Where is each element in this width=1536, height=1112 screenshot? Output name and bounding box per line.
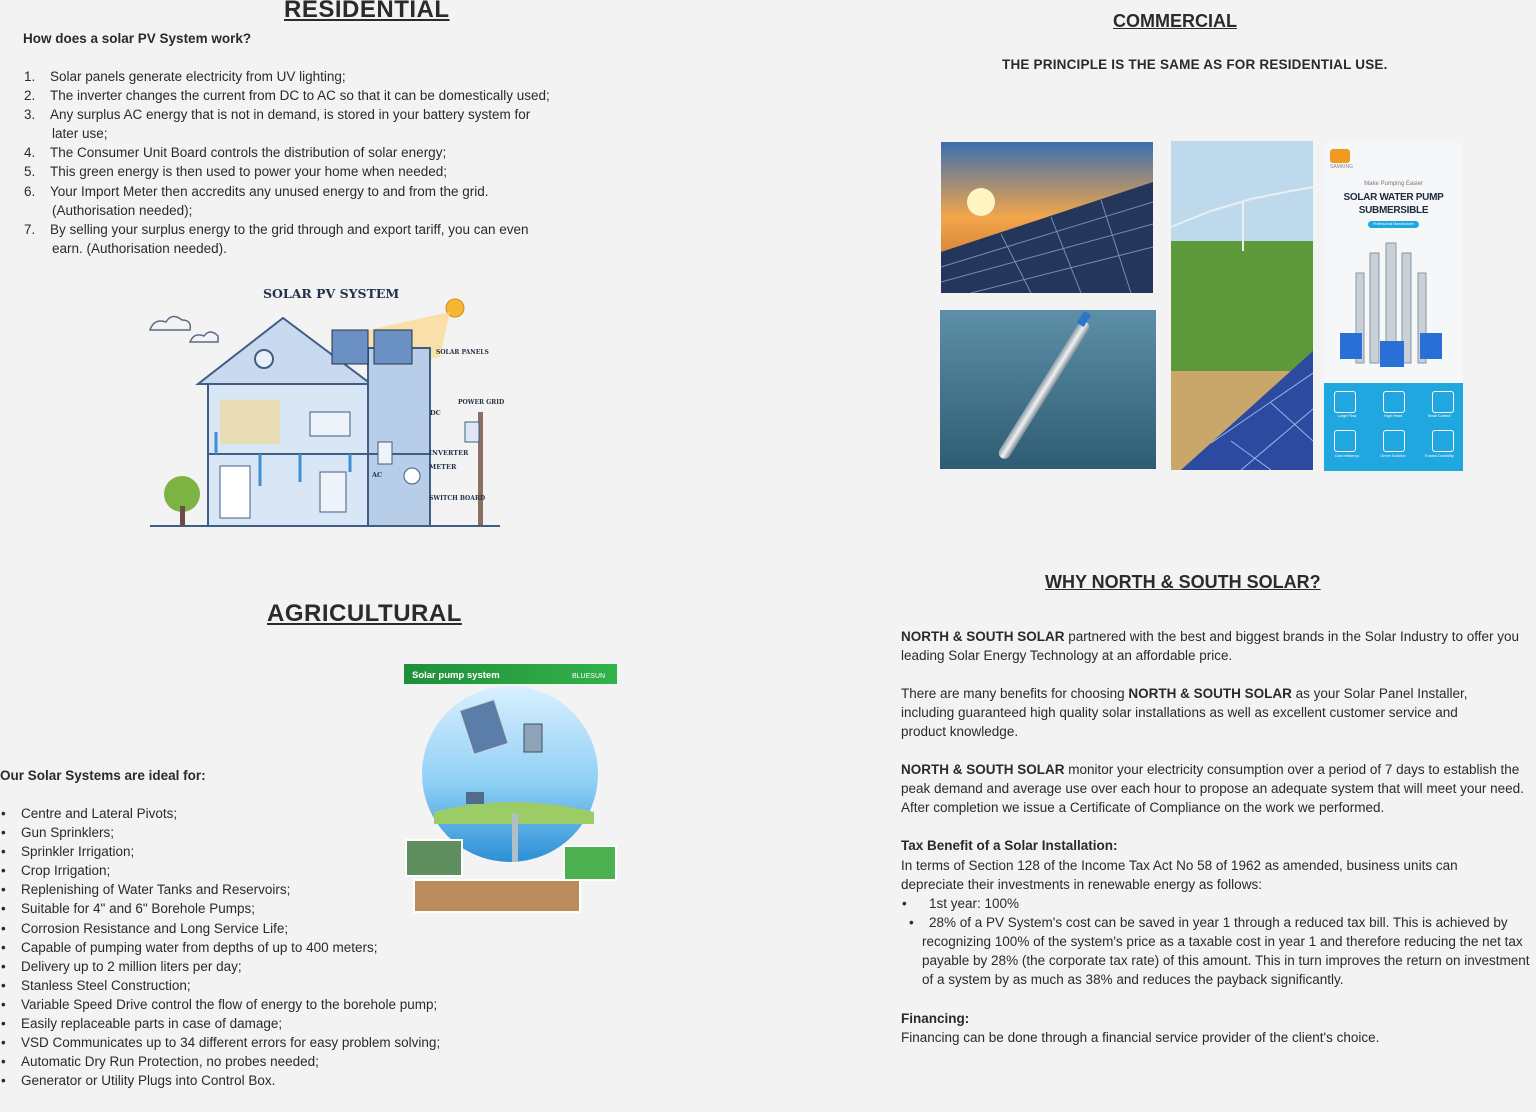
feature-label: High Head (1384, 414, 1402, 418)
list-item: • Sprinkler Irrigation; (0, 842, 520, 861)
pump-brand-text: BLUESUN (572, 673, 606, 680)
why-paragraph-1: NORTH & SOUTH SOLAR partnered with the best and biggest brands in the Solar Industry to offer you leading Solar Energy Technology at an affordable price. (901, 629, 1520, 664)
agricultural-heading: AGRICULTURAL (267, 600, 462, 627)
solar-pv-house-illustration (120, 272, 530, 538)
why-heading: WHY NORTH & SOUTH SOLAR? (1045, 572, 1321, 592)
residential-question: How does a solar PV System work? (23, 31, 252, 46)
list-item: • Variable Speed Drive control the flow of energy to the borehole pump; (0, 995, 520, 1014)
ad-brand: SAMKING (1330, 164, 1354, 170)
tax-heading: Tax Benefit of a Solar Installation: (901, 838, 1118, 853)
feature-icon (1334, 391, 1356, 413)
list-item: • VSD Communicates up to 34 different errors for easy problem solving; (0, 1033, 520, 1052)
list-item: • Capable of pumping water from depths of up to 400 meters; (0, 938, 520, 957)
ad-tagline: Make Pumping Easier (1364, 181, 1423, 187)
list-item: • Replenishing of Water Tanks and Reservoirs; (0, 880, 520, 899)
solar-water-pump-ad (1324, 143, 1463, 471)
list-item: • 1st year: 100% (901, 894, 1534, 913)
irrigation-field-photo (1171, 141, 1313, 470)
list-item: • Stanless Steel Construction; (0, 976, 520, 995)
samking-logo (1330, 149, 1350, 163)
label-solar-panels: SOLAR PANELS (436, 349, 489, 356)
label-switch-board: SWITCH BOARD (429, 495, 486, 502)
step-item: 1. Solar panels generate electricity from UV lighting; (24, 69, 346, 84)
feature-icon (1432, 391, 1454, 413)
ad-title-line1: SOLAR WATER PUMP (1343, 192, 1444, 203)
financing-heading: Financing: (901, 1011, 970, 1026)
feature-label: Green Solution (1380, 454, 1406, 458)
list-item: • Delivery up to 2 million liters per day; (0, 957, 520, 976)
step-item: 5. This green energy is then used to power your home when needed; (24, 164, 447, 180)
list-item: • Corrosion Resistance and Long Service Life; (0, 919, 520, 938)
commercial-heading: COMMERCIAL (1113, 11, 1237, 31)
list-item: • 28% of a PV System's cost can be saved in year 1 through a reduced tax bill. This is achieved by recognizing 100% of the system's price as a taxable cost in year 1 and therefore reducing the net tax payable by 28% (the corporate tax rate) of this amount. This in turn improves the return on investment of a system by as much as 38% and reduces the payback significantly. (901, 913, 1534, 989)
list-item: • Gun Sprinklers; (0, 823, 520, 842)
list-item: • Automatic Dry Run Protection, no probes needed; (0, 1052, 520, 1071)
step-item: 6. Your Import Meter then accredits any unused energy to and from the grid. (Authorisation needed); (24, 183, 489, 218)
list-item: • Easily replaceable parts in case of damage; (0, 1014, 520, 1033)
list-item: • Centre and Lateral Pivots; (0, 804, 520, 823)
ad-features-panel (1324, 383, 1463, 471)
diagram-title: SOLAR PV SYSTEM (263, 286, 400, 301)
feature-label: Cost efficiency (1334, 454, 1360, 458)
step-item: 2. The inverter changes the current from DC to AC so that it can be domestically used; (24, 88, 550, 104)
feature-label: Large Flow (1337, 414, 1357, 418)
label-meter: METER (429, 463, 457, 471)
solar-pump-system-image (404, 664, 617, 914)
ad-title-line2: SUBMERSIBLE (1358, 205, 1429, 216)
feature-icon (1334, 430, 1356, 452)
financing-text: Financing can be done through a financial service provider of the client's choice. (901, 1030, 1380, 1045)
pump-products-graphic (1324, 233, 1463, 383)
feature-icon (1383, 430, 1405, 452)
commercial-principle: THE PRINCIPLE IS THE SAME AS FOR RESIDENTIAL USE. (1002, 57, 1388, 72)
pump-banner-text: Solar pump system (412, 670, 500, 681)
list-item: • Suitable for 4" and 6" Borehole Pumps; (0, 899, 520, 918)
residential-steps (23, 67, 583, 258)
step-item: 3. Any surplus AC energy that is not in demand, is stored in your battery system for later use; (24, 107, 531, 142)
label-inverter: INVERTER (429, 449, 469, 457)
submersible-pump-photo (940, 310, 1156, 469)
feature-label: Small Control (1427, 414, 1451, 418)
sunset-solar-panels-photo (941, 142, 1153, 293)
list-item: • Generator or Utility Plugs into Control Box. (0, 1071, 520, 1090)
feature-icon (1383, 391, 1405, 413)
label-power-grid: POWER GRID (458, 399, 505, 406)
feature-icon (1432, 430, 1454, 452)
ad-badge: Professional Manufacturer (1368, 221, 1419, 228)
residential-heading: RESIDENTIAL (284, 0, 450, 23)
step-item: 4. The Consumer Unit Board controls the distribution of solar energy; (24, 145, 447, 161)
why-paragraph-2: There are many benefits for choosing NORTH & SOUTH SOLAR as your Solar Panel Installer, including guaranteed high quality solar installations as well as excellent customer service and product knowledge. (901, 686, 1468, 740)
step-item: 7. By selling your surplus energy to the grid through and export tariff, you can even earn. (Authorisation needed). (24, 221, 529, 256)
tax-intro: In terms of Section 128 of the Income Tax Act No 58 of 1962 as amended, business units can depreciate their investments in renewable energy as follows: (901, 858, 1458, 893)
why-paragraph-3: NORTH & SOUTH SOLAR monitor your electricity consumption over a period of 7 days to establish the peak demand and average use over each hour to propose an adequate system that will meet your need. After completion we issue a Certificate of Compliance on the work we performed. (901, 762, 1524, 816)
list-item: • Crop Irrigation; (0, 861, 520, 880)
label-ac: AC (372, 471, 383, 479)
label-dc: DC (430, 409, 441, 417)
tax-list (901, 894, 1534, 989)
feature-label: Trusted Durability (1424, 454, 1454, 458)
agricultural-intro: Our Solar Systems are ideal for: (0, 768, 206, 783)
